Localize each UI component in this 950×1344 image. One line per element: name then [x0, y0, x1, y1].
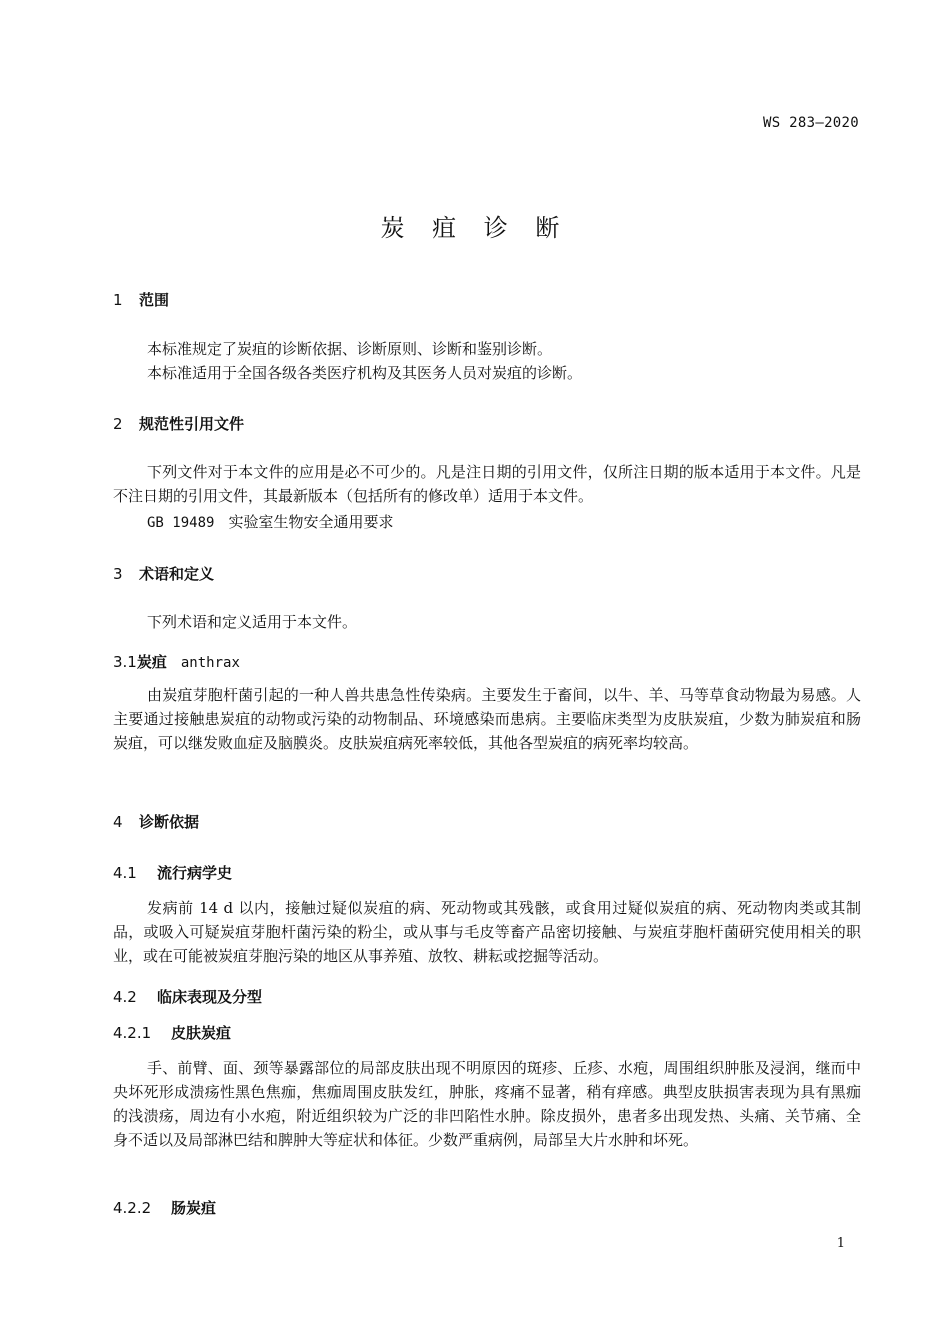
section-title: 临床表现及分型 — [157, 988, 263, 1006]
subsection-4-2-1-heading — [113, 1022, 231, 1043]
term-number: 3.1 — [113, 653, 137, 671]
page-title: 炭 疽 诊 断 — [380, 214, 570, 242]
normative-reference — [147, 511, 393, 532]
reference-code: GB 19489 — [147, 515, 215, 531]
page-number: 1 — [836, 1236, 845, 1251]
section-number: 1 — [113, 291, 123, 309]
section-title: 术语和定义 — [139, 565, 215, 583]
section-title: 诊断依据 — [139, 813, 200, 831]
term-english: anthrax — [180, 655, 240, 671]
section-title: 范围 — [139, 291, 170, 309]
paragraph: 本标准适用于全国各级各类医疗机构及其医务人员对炭疽的诊断。 — [147, 364, 583, 382]
section-3-heading — [113, 563, 214, 584]
subsection-4-2-2-heading — [113, 1197, 216, 1218]
section-title: 规范性引用文件 — [139, 415, 245, 433]
paragraph: 下列文件对于本文件的应用是必不可少的。凡是注日期的引用文件，仅所注日期的版本适用于本文件。凡是不注日期的引用文件，其最新版本（包括所有的修改单）适用于本文件。 — [113, 463, 861, 505]
section-number: 3 — [113, 565, 123, 583]
section-4-heading — [113, 811, 199, 832]
reference-title: 实验室生物安全通用要求 — [228, 513, 394, 531]
section-title: 流行病学史 — [157, 864, 233, 882]
term-heading — [113, 651, 240, 672]
section-number: 4.2 — [113, 988, 137, 1006]
section-2-heading — [113, 413, 244, 434]
section-number: 4.2.1 — [113, 1024, 152, 1042]
section-title: 肠炭疽 — [171, 1199, 217, 1217]
standard-code: WS 283—2020 — [762, 115, 859, 131]
section-number: 4 — [113, 813, 123, 831]
subsection-4-2-heading — [113, 986, 262, 1007]
subsection-4-1-heading — [113, 862, 232, 883]
section-number: 2 — [113, 415, 123, 433]
section-title: 皮肤炭疽 — [171, 1024, 232, 1042]
section-1-heading — [113, 289, 169, 310]
term-chinese: 炭疽 — [136, 653, 167, 671]
section-number: 4.1 — [113, 864, 137, 882]
paragraph: 下列术语和定义适用于本文件。 — [147, 613, 358, 631]
term-definition: 由炭疽芽胞杆菌引起的一种人兽共患急性传染病。主要发生于畜间，以牛、羊、马等草食动物最为易感。人主要通过接触患炭疽的动物或污染的动物制品、环境感染而患病。主要临床类型为皮肤炭疽，少数为肺炭疽和肠炭疽，可以继发败血症及脑膜炎。皮肤炭疽病死率较低，其他各型炭疽的病死率均较高。 — [113, 686, 861, 752]
paragraph: 发病前 14 d 以内，接触过疑似炭疽的病、死动物或其残骸，或食用过疑似炭疽的病、死动物肉类或其制品，或吸入可疑炭疽芽胞杆菌污染的粉尘，或从事与毛皮等畜产品密切接触、与炭疽芽胞杆菌研究使用相关的职业，或在可能被炭疽芽胞污染的地区从事养殖、放牧、耕耘或挖掘等活动。 — [113, 899, 861, 965]
paragraph: 本标准规定了炭疽的诊断依据、诊断原则、诊断和鉴别诊断。 — [147, 340, 553, 358]
section-number: 4.2.2 — [113, 1199, 152, 1217]
paragraph: 手、前臂、面、颈等暴露部位的局部皮肤出现不明原因的斑疹、丘疹、水疱，周围组织肿胀及浸润，继而中央坏死形成溃疡性黑色焦痂，焦痂周围皮肤发红，肿胀，疼痛不显著，稍有痒感。典型皮肤损害表现为具有黑痂的浅溃疡，周边有小水疱，附近组织较为广泛的非凹陷性水肿。除皮损外，患者多出现发热、头痛、关节痛、全身不适以及局部淋巴结和脾肿大等症状和体征。少数严重病例，局部呈大片水肿和坏死。 — [113, 1059, 861, 1149]
